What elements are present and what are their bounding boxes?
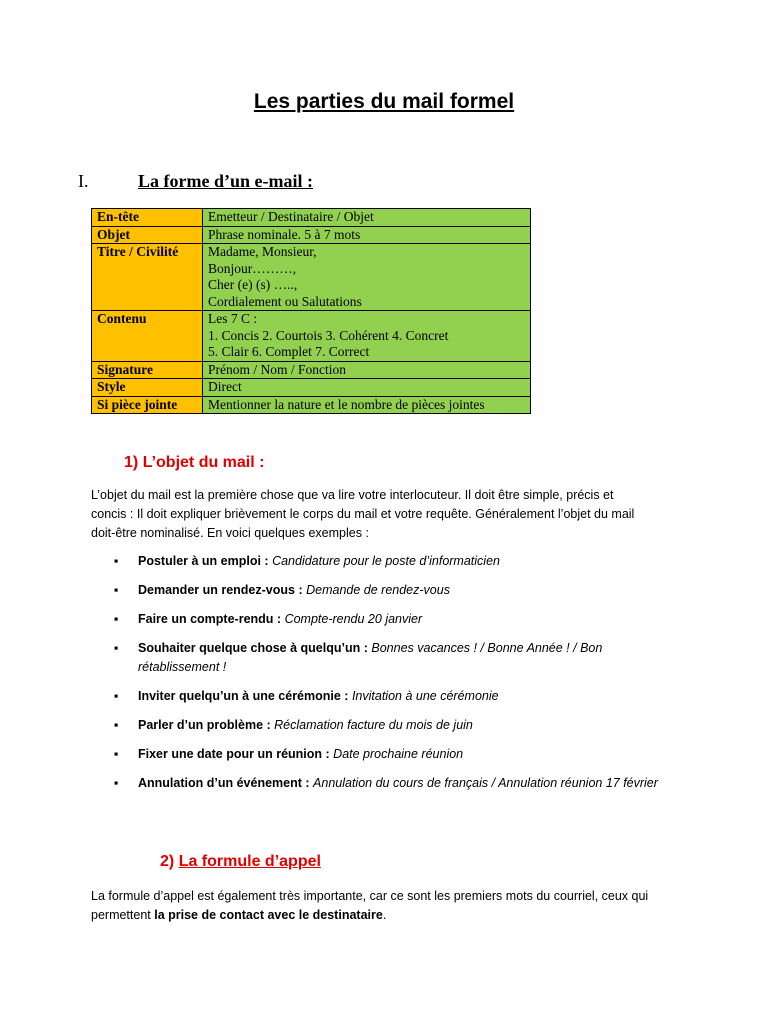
table-value-line: Mentionner la nature et le nombre de pièces jointes xyxy=(208,396,485,412)
example-text: Compte-rendu 20 janvier xyxy=(284,612,423,626)
example-text: Candidature pour le poste d’informaticien xyxy=(272,554,500,568)
table-value-cell xyxy=(203,209,531,227)
table-value-line: Bonjour………, xyxy=(208,260,297,276)
bullet-icon: ▪ xyxy=(114,583,119,597)
paragraph-formule-text: La formule d’appel est également très importante, car ce sont les premiers mots du courriel, ceux qui permettent xyxy=(91,889,649,922)
paragraph-objet: L’objet du mail est la première chose que va lire votre interlocuteur. Il doit être simple, précis et concis : Il doit expliquer brièvement le corps du mail et votre requête. Généralement l’objet du mail doit-être nominalisé. En voici quelques exemples : xyxy=(91,488,635,540)
table-value-line: Cher (e) (s) ….., xyxy=(208,277,298,292)
example-label: Annulation d’un événement : xyxy=(138,776,310,790)
table-value-line: Prénom / Nom / Fonction xyxy=(208,361,346,377)
bullet-icon: ▪ xyxy=(114,689,119,703)
table-key-cell: En-tête xyxy=(92,209,203,227)
table-key-cell: Si pièce jointe xyxy=(92,396,203,414)
example-label: Fixer une date pour un réunion : xyxy=(138,747,330,761)
table-value-line: 5. Clair 6. Complet 7. Correct xyxy=(208,344,370,359)
list-item xyxy=(110,581,670,600)
table-value-cell xyxy=(203,311,531,362)
bullet-icon: ▪ xyxy=(114,747,119,761)
bullet-icon: ▪ xyxy=(114,554,119,568)
table-row xyxy=(92,311,531,362)
table-value-cell xyxy=(203,396,531,414)
table-key-cell: Objet xyxy=(92,226,203,244)
subheading-objet xyxy=(124,454,264,472)
example-text: Date prochaine réunion xyxy=(333,747,464,761)
example-label: Parler d’un problème : xyxy=(138,718,271,732)
table-value-line: Emetteur / Destinataire / Objet xyxy=(208,209,374,224)
list-item xyxy=(110,687,670,706)
table-key-cell: Contenu xyxy=(92,311,203,362)
example-label: Faire un compte-rendu : xyxy=(138,612,282,626)
example-label: Demander un rendez-vous : xyxy=(138,583,303,597)
list-item xyxy=(110,610,670,629)
subheading-formule-text: La formule d’appel xyxy=(178,853,321,870)
bullet-icon: ▪ xyxy=(114,718,119,732)
example-text: Invitation à une cérémonie xyxy=(351,689,499,703)
list-item xyxy=(110,716,670,735)
table-value-cell xyxy=(203,226,531,244)
table-row xyxy=(92,361,531,379)
table-row xyxy=(92,226,531,244)
bullet-icon: ▪ xyxy=(114,641,119,655)
table-key-cell: Signature xyxy=(92,361,203,379)
example-text: Réclamation facture du mois de juin xyxy=(274,718,473,732)
section-numeral: I. xyxy=(78,171,89,191)
table-key-cell: Style xyxy=(92,379,203,397)
table-value-cell xyxy=(203,244,531,311)
table-row xyxy=(92,379,531,397)
paragraph-formule-end: . xyxy=(382,908,387,922)
table-row xyxy=(92,396,531,414)
example-text: Annulation du cours de français / Annulation réunion 17 février xyxy=(313,776,658,790)
table-value-line: Direct xyxy=(208,379,242,394)
example-label: Inviter quelqu’un à une cérémonie : xyxy=(138,689,349,703)
list-item xyxy=(110,639,670,677)
example-label: Postuler à un emploi : xyxy=(138,554,269,568)
bullet-icon: ▪ xyxy=(114,612,119,626)
subheading-formule xyxy=(160,853,321,871)
examples-list xyxy=(110,552,670,803)
example-label: Souhaiter quelque chose à quelqu’un : xyxy=(138,641,368,655)
table-row xyxy=(92,209,531,227)
table-key-cell: Titre / Civilité xyxy=(92,244,203,311)
subheading-objet-number: 1) xyxy=(124,454,139,471)
email-form-table xyxy=(91,208,531,414)
document-title: Les parties du mail formel xyxy=(253,90,515,113)
list-item xyxy=(110,745,670,764)
bullet-icon: ▪ xyxy=(114,776,119,790)
paragraph-formule xyxy=(91,887,691,925)
table-value-line: Madame, Monsieur, xyxy=(208,244,317,259)
email-form-table-body xyxy=(92,209,531,414)
paragraph-formule-bold: la prise de contact avec le destinataire xyxy=(154,908,383,922)
subheading-formule-number: 2) xyxy=(160,853,175,870)
example-text: Bonnes vacances ! / Bonne Année ! / Bon rétablissement ! xyxy=(138,641,603,674)
subheading-objet-text: L’objet du mail : xyxy=(142,454,265,471)
section-heading: La forme d’un e-mail : xyxy=(138,171,313,191)
list-item xyxy=(110,774,670,793)
table-value-line: Phrase nominale. 5 à 7 mots xyxy=(208,226,361,242)
table-value-cell xyxy=(203,379,531,397)
example-text: Demande de rendez-vous xyxy=(306,583,450,597)
table-value-line: Cordialement ou Salutations xyxy=(208,293,362,309)
table-row xyxy=(92,244,531,311)
table-value-line: 1. Concis 2. Courtois 3. Cohérent 4. Concret xyxy=(208,327,449,343)
table-value-line: Les 7 C : xyxy=(208,311,258,326)
table-value-cell xyxy=(203,361,531,379)
list-item xyxy=(110,552,670,571)
